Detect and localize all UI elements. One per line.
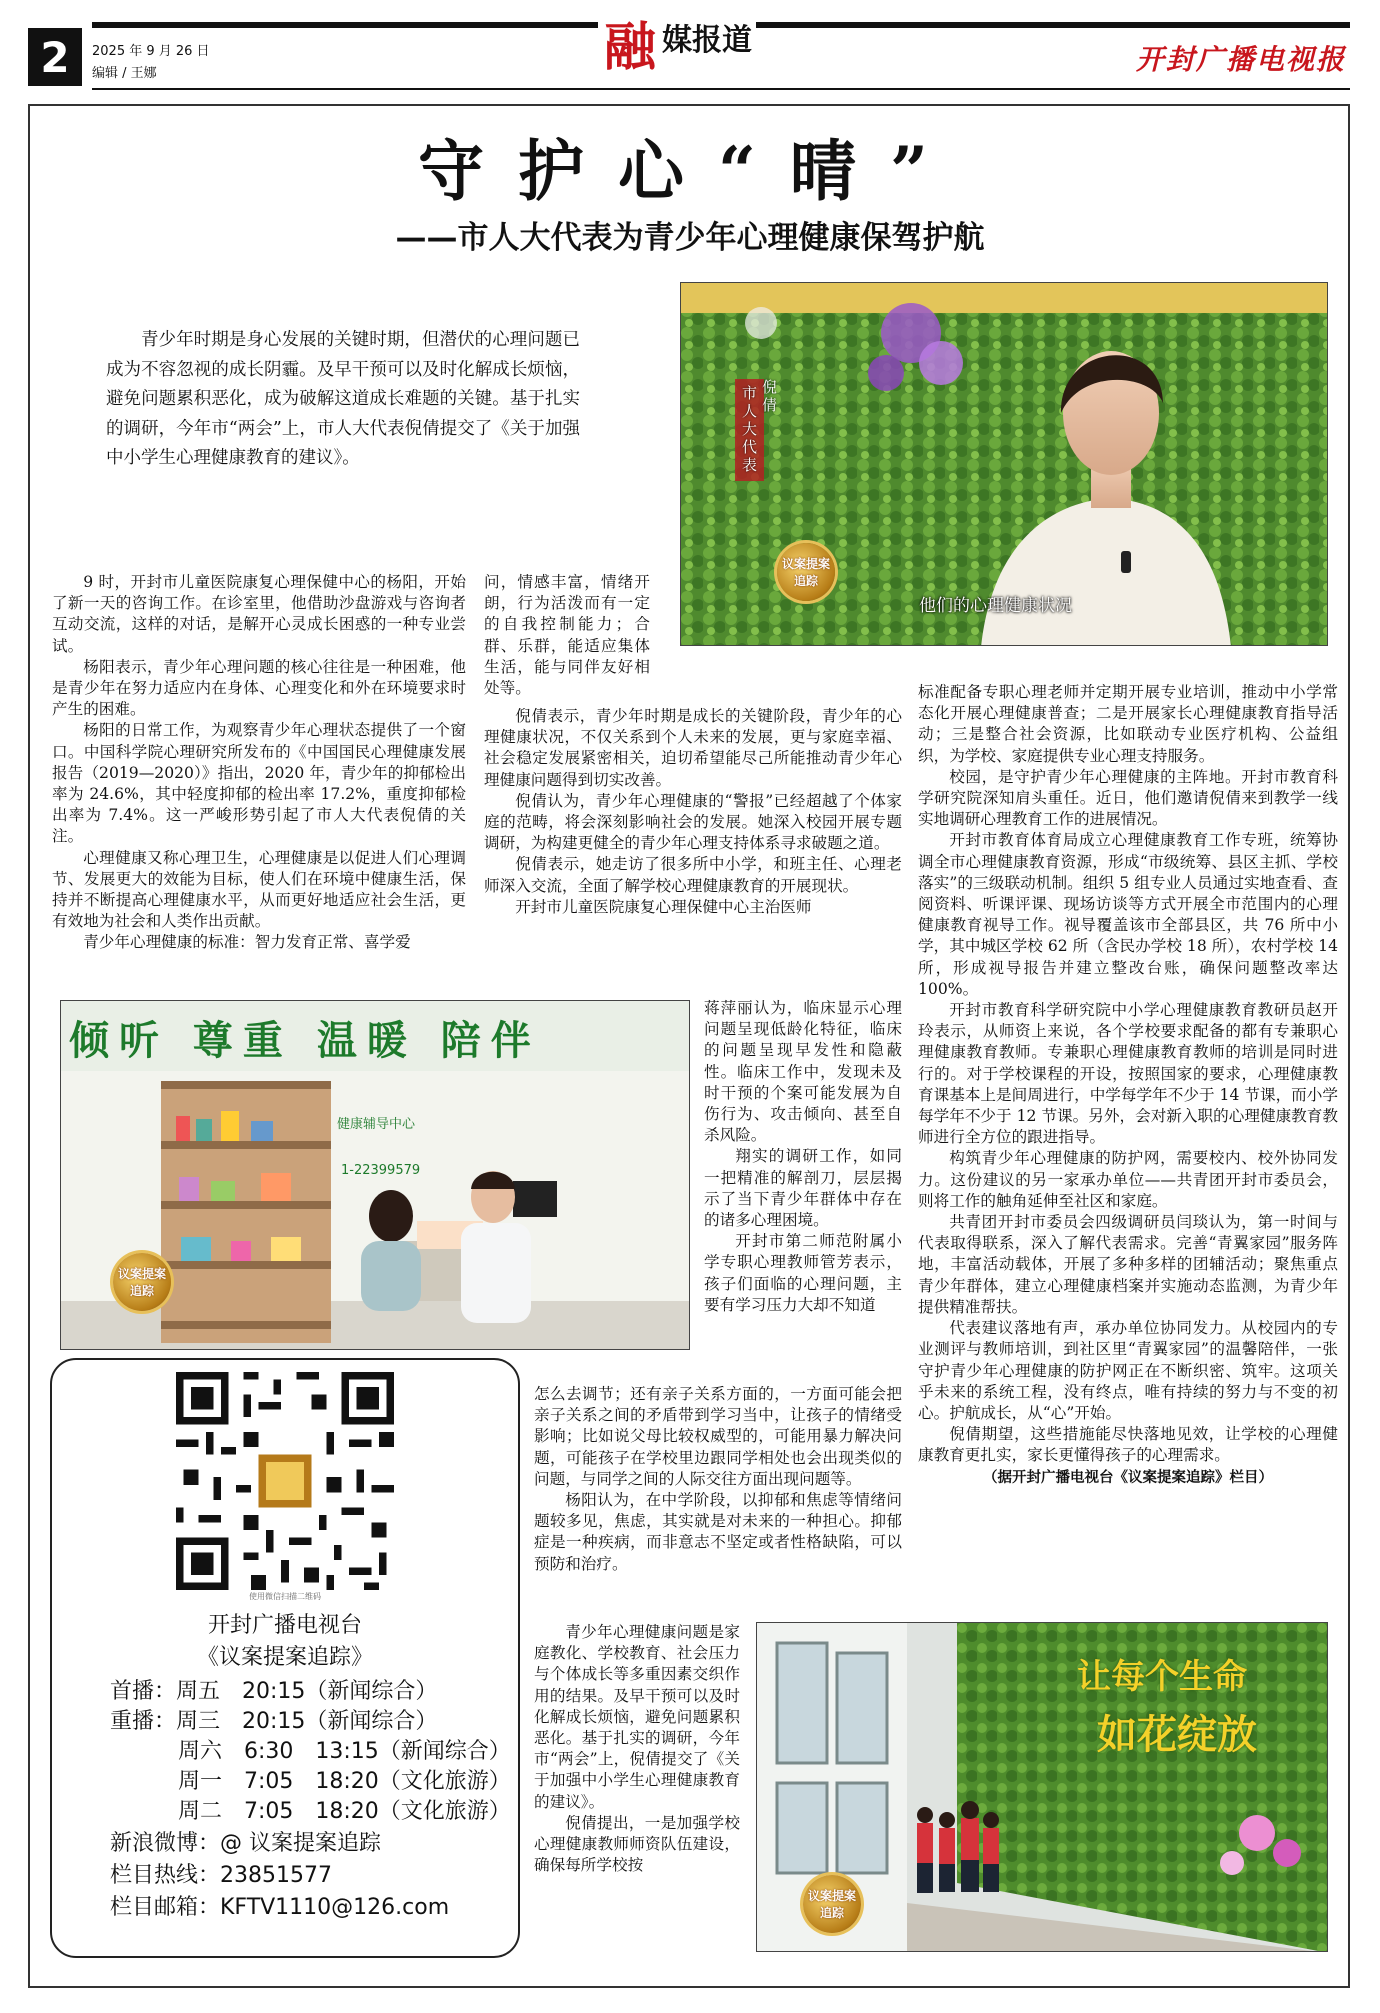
paragraph: 心理健康又称心理卫生，心理健康是以促进人们心理调节、发展更大的效能为目标，使人们在环境中健康生活，保持并不断提高心理健康水平，从而更好地适应社会生活，更有效地为社会和人类作出贡献。	[52, 848, 466, 931]
paragraph: 倪倩认为，青少年心理健康的“警报”已经超越了个体家庭的范畴，将会深刻影响社会的发展。她深入校园开展专题调研，为构建更健全的青少年心理支持体系寻求破题之道。	[484, 791, 902, 853]
paragraph: 标准配备专职心理老师并定期开展专业培训，推动中小学常态化开展心理健康普查；二是开展家长心理健康教育指导活动；三是整合社会资源，比如联动专业医疗机构、公益组织，为学校、家庭提供专业心理支持服务。	[918, 683, 1338, 765]
program-name: 《议案提案追踪》	[196, 1645, 373, 1670]
source-credit: （据开封广播电视台《议案提案追踪》栏目）	[983, 1468, 1273, 1486]
program-hotline[interactable]: 栏目热线：23851577	[110, 1863, 332, 1888]
photo-consultation-room	[60, 1000, 690, 1350]
paragraph: 校园，是守护青少年心理健康的主阵地。开封市教育科学研究院深知肩头重任。近日，他们邀请倪倩来到教学一线实地调研心理教育工作的进展情况。	[918, 767, 1338, 829]
paragraph: 构筑青少年心理健康的防护网，需要校内、校外协同发力。这份建议的另一家承办单位——共青团开封市委员会，则将工作的触角延伸至社区和家庭。	[918, 1149, 1338, 1210]
station-name: 开封广播电视台	[207, 1613, 362, 1638]
article-column-3	[918, 682, 1338, 1488]
header-rule-left	[92, 22, 598, 28]
article-column-2	[484, 706, 902, 918]
paragraph: 杨阳认为，在中学阶段，以抑郁和焦虑等情绪问题较多见，焦虑，其实就是对未来的一种担心。抑郁症是一种疾病，而非意志不坚定或者性格缺陷，可以预防和治疗。	[534, 1491, 902, 1573]
article-column-2-top	[484, 572, 650, 699]
page-number: 2	[28, 28, 82, 86]
paragraph: 怎么去调节；还有亲子关系方面的，一方面可能会把亲子关系之间的矛盾带到学习当中，让孩子的情绪受影响；比如说父母比较权威型的，可能用暴力解决问题，可能孩子在学校里边跟同学相处也会出现类似的问题，与同学之间的人际交往方面出现问题等。	[534, 1385, 902, 1488]
weibo-account[interactable]: 新浪微博：@ 议案提案追踪	[110, 1831, 381, 1856]
issue-date: 2025 年 9 月 26 日	[92, 44, 210, 59]
paragraph: 倪倩提出，一是加强学校心理健康教师师资队伍建设，确保每所学校按	[534, 1813, 740, 1875]
section-label: 媒报道	[662, 23, 752, 58]
article-column-1	[52, 572, 466, 980]
wall-slogan-1: 让每个生命	[1077, 1657, 1247, 1697]
qr-note: 使用微信扫描二维码	[249, 1592, 321, 1601]
header-rule-right	[756, 22, 1350, 28]
rerun-time-4: 周二 7:05 18:20（文化旅游）	[178, 1799, 511, 1824]
paragraph: 青少年心理健康的标准：智力发育正常、喜学爱	[83, 933, 411, 952]
premiere-time: 首播：周五 20:15（新闻综合）	[110, 1679, 438, 1704]
paragraph: 倪倩期望，这些措施能尽快落地见效，让学校的心理健康教育更扎实，家长更懂得孩子的心理需求。	[918, 1425, 1338, 1465]
paragraph: 问，情感丰富，情绪开朗，行为活泼而有一定的自我控制能力；合群、乐群，能适应集体生活，能与同伴友好相处等。	[484, 573, 650, 698]
program-badge: 议案提案追踪	[113, 1253, 171, 1311]
article-column-2-wide	[534, 1384, 902, 1575]
header-rule-bottom	[92, 88, 1350, 90]
paragraph: 9 时，开封市儿童医院康复心理保健中心的杨阳，开始了新一天的咨询工作。在诊室里，他借助沙盘游戏与咨询者互动交流，这样的对话，是解开心灵成长困惑的一种专业尝试。	[52, 573, 466, 655]
program-email[interactable]: 栏目邮箱：KFTV1110@126.com	[110, 1895, 450, 1920]
paragraph: 蒋萍丽认为，临床显示心理问题呈现低龄化特征，临床的问题呈现早发性和隐蔽性。临床工作中，发现未及时干预的个案可能发展为自伤行为、攻击倾向、甚至自杀风险。	[704, 999, 902, 1145]
article-title: 守护心“晴”	[418, 132, 962, 210]
paper-logo: 开封广播电视报	[1135, 43, 1346, 76]
program-badge: 议案提案追踪	[777, 543, 835, 601]
paragraph: 杨阳表示，青少年心理问题的核心往往是一种困难，他是青少年在努力适应内在身体、心理变化和外在环境要求时产生的困难。	[52, 657, 466, 719]
section-mark: 融	[604, 17, 657, 78]
paragraph: 倪倩表示，青少年时期是成长的关键阶段，青少年的心理健康状况，不仅关系到个人未来的发展，更与家庭幸福、社会稳定发展紧密相关，迫切希望能尽己所能推动青少年心理健康问题得到切实改善。	[484, 707, 902, 789]
wall-sign: 健康辅导中心	[337, 1117, 416, 1132]
rerun-time-2: 周六 6:30 13:15（新闻综合）	[178, 1739, 511, 1764]
photo-school-corridor	[756, 1622, 1328, 1952]
article-subtitle: ——市人大代表为青少年心理健康保驾护航	[395, 220, 985, 256]
paragraph: 开封市儿童医院康复心理保健中心主治医师	[515, 897, 812, 916]
paragraph: 翔实的调研工作，如同一把精准的解剖刀，层层揭示了当下青少年群体中存在的诸多心理困境。	[704, 1147, 902, 1230]
paragraph: 代表建议落地有声，承办单位协同发力。从校园内的专业测评与教师培训，到社区里“青翼家园”的温馨陪伴，一张守护青少年心理健康的防护网正在不断织密、筑牢。这项关乎未来的系统工程，没有终点，唯有持续的努力与不变的初心。护航成长，从“心”开始。	[918, 1319, 1338, 1422]
article-column-2-narrow	[704, 998, 902, 1316]
program-badge: 议案提案追踪	[803, 1875, 861, 1933]
photo-caption: 他们的心理健康状况	[919, 596, 1072, 616]
paragraph: 开封市第二师范附属小学专职心理教师管芳表示，孩子们面临的心理问题，主要有学习压力大却不知道	[704, 1232, 902, 1314]
wall-slogan: 倾听 尊重 温暖 陪伴	[69, 1018, 541, 1064]
wall-phone: 1-22399579	[341, 1163, 421, 1178]
paragraph: 共青团开封市委员会四级调研员闫琰认为，第一时间与代表取得联系，深入了解代表需求。完善“青翼家园”服务阵地，丰富活动载体，开展了多种多样的团辅活动；聚焦重点青少年群体，建立心理健康档案并实施动态监测，为青少年提供精准帮扶。	[918, 1213, 1338, 1316]
wall-slogan-2: 如花绽放	[1097, 1712, 1257, 1758]
paragraph: 杨阳的日常工作，为观察青少年心理状态提供了一个窗口。中国科学院心理研究所发布的《中国国民心理健康发展报告（2019—2020）》指出，2020 年，青少年的抑郁检出率为 24.6%，其中轻度抑郁的检出率 17.2%，重度抑郁检出率为 7.4%。这一严峻形势引起了市人大代表倪倩的关注。	[52, 721, 466, 846]
paragraph: 开封市教育科学研究院中小学心理健康教育教研员赵开玲表示，从师资上来说，各个学校要求配备的都有专兼职心理健康教育教师。专兼职心理健康教育教师的培训是同时进行的。对于学校课程的开设，按照国家的要求，心理健康教育课基本上是间周进行，中学每学年不少于 14 节课，而小学每学年不少于 12 节课。另外，会对新入职的心理健康教育教师进行全方位的跟进指导。	[918, 1001, 1338, 1147]
person-name: 倪倩	[760, 379, 778, 415]
article-source	[918, 1467, 1338, 1488]
name-tag: 市人大代表	[735, 379, 764, 481]
article-lead: 青少年时期是身心发展的关键时期，但潜伏的心理问题已成为不容忽视的成长阴霾。及早干预可以及时化解成长烦恼，避免问题累积恶化，成为破解这道成长难题的关键。基于扎实的调研，今年市“两会”上，市人大代表倪倩提交了《关于加强中小学生心理健康教育的建议》。	[106, 330, 580, 468]
rerun-time-3: 周一 7:05 18:20（文化旅游）	[178, 1769, 511, 1794]
paragraph: 青少年心理健康问题是家庭教化、学校教育、社会压力与个体成长等多重因素交织作用的结果。及早干预可以及时化解成长烦恼，避免问题累积恶化。基于扎实的调研，今年市“两会”上，倪倩提交了《关于加强中小学生心理健康教育的建议》。	[534, 1623, 740, 1811]
rerun-time-1: 重播：周三 20:15（新闻综合）	[110, 1709, 438, 1734]
photo-interview	[680, 282, 1328, 646]
paragraph: 开封市教育体育局成立心理健康教育工作专班，统筹协调全市心理健康教育资源，形成“市级统筹、县区主抓、学校落实”的三级联动机制。组织 5 组专业人员通过实地查看、查阅资料、听课评课、现场访谈等方式开展全市范围内的心理健康教育视导工作。视导覆盖该市全部县区，共 76 所中小学，其中城区学校 62 所（含民办学校 18 所），农村学校 14 所，形成视导报告并建立整改台账，确保问题整改率达 100%。	[918, 831, 1338, 998]
qr-code[interactable]	[176, 1372, 394, 1590]
editor-credit: 编辑 / 王娜	[92, 66, 157, 81]
paragraph: 倪倩表示，她走访了很多所中小学，和班主任、心理老师深入交流，全面了解学校心理健康教育的开展现状。	[484, 855, 902, 895]
